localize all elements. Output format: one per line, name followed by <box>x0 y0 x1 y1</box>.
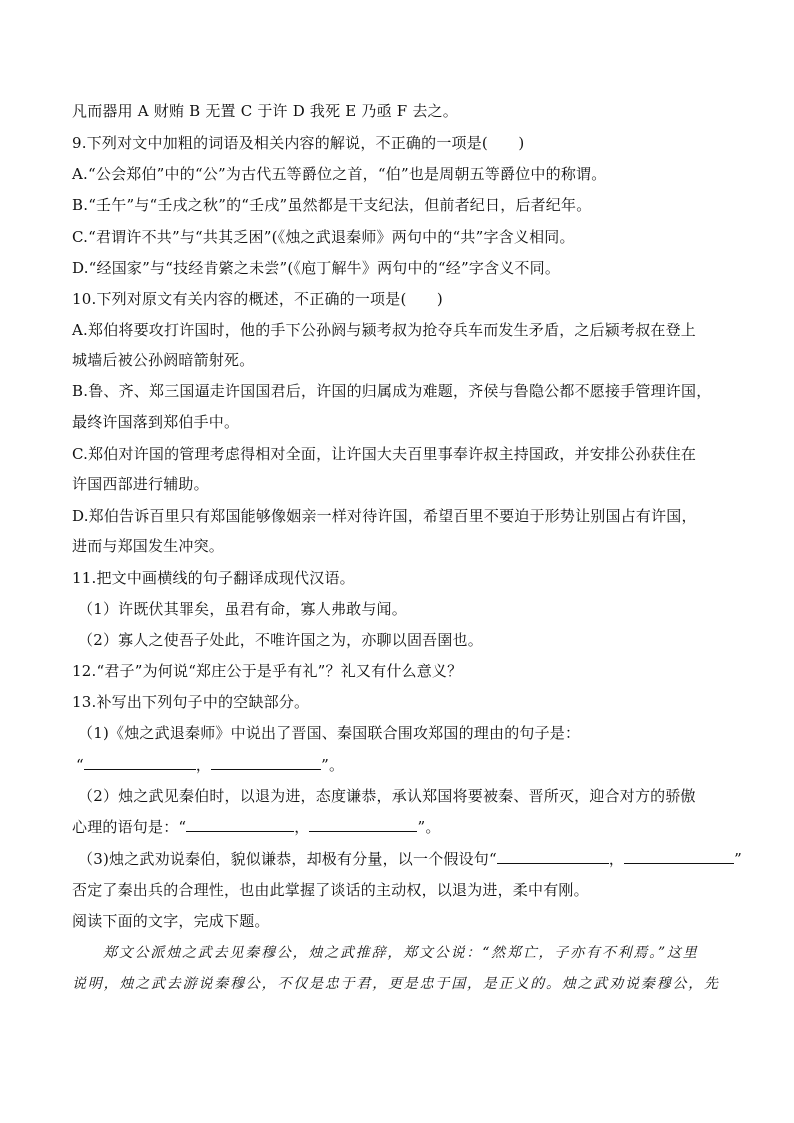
question-10-option-c-line1: C.郑伯对许国的管理考虑得相对全面，让许国大夫百里事奉许叔主持国政，并安排公孙获住在 <box>72 445 697 463</box>
question-13-stem: 13.补写出下列句子中的空缺部分。 <box>72 693 310 711</box>
question-9-option-d: D.“经国家”与“技经肯綮之未尝”(《庖丁解牛》两句中的“经”字含义不同。 <box>72 259 561 277</box>
question-10-stem: 10.下列对原文有关内容的概述，不正确的一项是( ) <box>72 290 443 308</box>
close-quote: ”。 <box>321 756 345 774</box>
answer-prefix: 心理的语句是：“ <box>72 818 187 836</box>
question-10-option-d-line2: 进而与郑国发生冲突。 <box>72 537 225 555</box>
question-12-stem: 12.“君子”为何说“郑庄公于是乎有礼”？礼又有什么意义？ <box>72 662 463 680</box>
question-10-option-a-line2: 城墙后被公孙阏暗箭射死。 <box>72 351 255 369</box>
question-13-item-3-answer-line <box>78 849 742 869</box>
question-9-option-a: A.“公会郑伯”中的“公”为古代五等爵位之首，“伯”也是周朝五等爵位中的称谓。 <box>72 165 607 183</box>
question-13-item-1-prompt: （1)《烛之武退秦师》中说出了晋国、秦国联合围攻郑国的理由的句子是： <box>78 724 581 742</box>
question-13-item-2-prompt: （2）烛之武见秦伯时，以退为进，态度谦恭，承认郑国将要被秦、晋所灭，迎合对方的骄傲 <box>78 787 696 805</box>
question-10-option-a-line1: A.郑伯将要攻打许国时，他的手下公孙阏与颍考叔为抢夺兵车而发生矛盾，之后颍考叔在登上 <box>72 321 697 339</box>
comma: ， <box>608 850 625 868</box>
close-quote: ”。 <box>417 818 441 836</box>
comma: ， <box>195 756 212 774</box>
question-9-option-b: B.“壬午”与“壬戌之秋”的“壬戌”虽然都是干支纪法，但前者纪日，后者纪年。 <box>72 196 592 214</box>
close-quote: ” <box>734 850 742 868</box>
reading-passage-line-1: 郑文公派烛之武去见秦穆公，烛之武推辞，郑文公说：“然郑亡，子亦有不利焉。”这里 <box>103 945 699 961</box>
question-13-item-2-answer-line <box>72 817 732 837</box>
question-9-option-c: C.“君谓许不共”与“共其乏困”(《烛之武退秦师》两句中的“共”字含义相同。 <box>72 228 575 246</box>
answer-blank-1a[interactable] <box>84 755 196 770</box>
comma: ， <box>294 818 310 836</box>
reading-instruction: 阅读下面的文字，完成下题。 <box>72 912 270 930</box>
question-11-sentence-2: （2）寡人之使吾子处此，不唯许国之为，亦聊以固吾圉也。 <box>78 631 483 649</box>
answer-blank-3b[interactable] <box>624 849 734 864</box>
answer-blank-3a[interactable] <box>497 849 609 864</box>
question-9-stem: 9.下列对文中加粗的词语及相关内容的解说，不正确的一项是( ) <box>72 134 525 152</box>
answer-prefix: （3)烛之武劝说秦伯，貌似谦恭，却极有分量，以一个假设句“ <box>78 850 497 868</box>
open-quote: “ <box>76 756 84 774</box>
answer-blank-2a[interactable] <box>186 817 294 832</box>
question-13-item-3-continuation: 否定了秦出兵的合理性，也由此掌握了谈话的主动权，以退为进，柔中有刚。 <box>72 881 589 899</box>
reading-passage-line-2: 说明，烛之武去游说秦穆公，不仅是忠于君，更是忠于国，是正义的。烛之武劝说秦穆公，先 <box>72 976 720 992</box>
question-10-option-c-line2: 许国西部进行辅助。 <box>72 475 209 493</box>
question-10-option-b-line1: B.鲁、齐、郑三国逼走许国国君后，许国的归属成为难题，齐侯与鲁隐公都不愿接手管理许国， <box>72 382 712 400</box>
question-10-option-b-line2: 最终许国落到郑伯手中。 <box>72 413 240 431</box>
text-line-options: 凡而器用 A 财贿 B 无置 C 于许 D 我死 E 乃亟 F 去之。 <box>72 102 458 120</box>
answer-blank-1b[interactable] <box>211 755 321 770</box>
question-10-option-d-line1: D.郑伯告诉百里只有郑国能够像姻亲一样对待许国，希望百里不要迫于形势让别国占有许国， <box>72 507 697 525</box>
question-11-stem: 11.把文中画横线的句子翻译成现代汉语。 <box>72 569 355 587</box>
answer-blank-2b[interactable] <box>309 817 417 832</box>
question-13-item-1-answer-line <box>76 755 736 775</box>
question-11-sentence-1: （1）许既伏其罪矣，虽君有命，寡人弗敢与闻。 <box>78 600 407 618</box>
